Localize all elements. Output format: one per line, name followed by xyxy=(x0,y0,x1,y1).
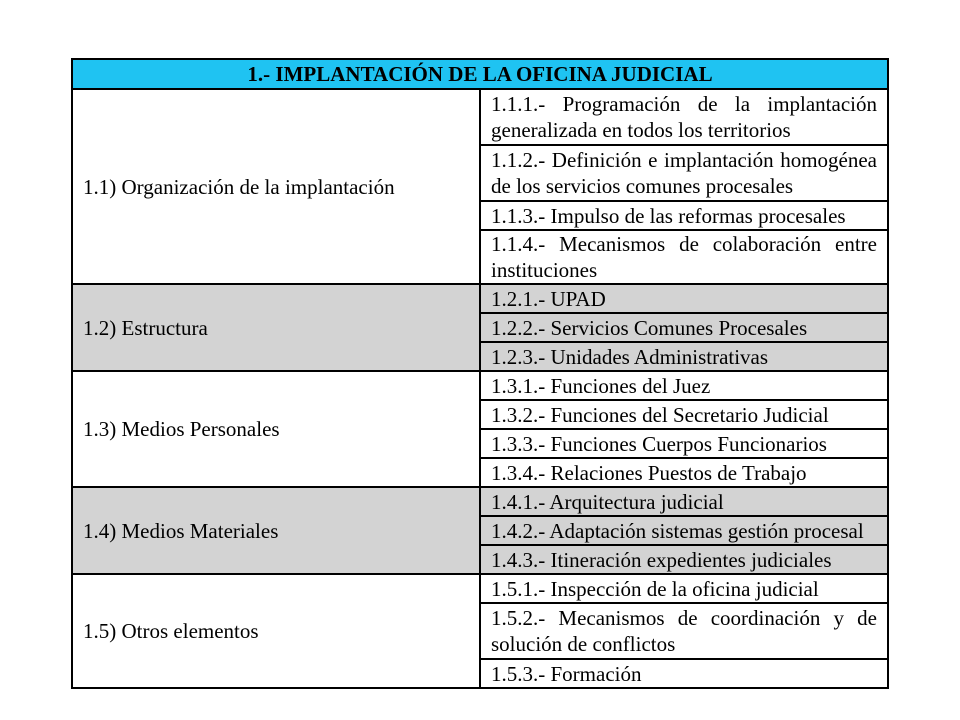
list-item: 1.2.3.- Unidades Administrativas xyxy=(480,342,888,371)
list-item: 1.3.4.- Relaciones Puestos de Trabajo xyxy=(480,458,888,487)
list-item: 1.1.4.- Mecanismos de colaboración entre instituciones xyxy=(480,230,888,284)
table-title: 1.- IMPLANTACIÓN DE LA OFICINA JUDICIAL xyxy=(72,59,888,89)
table-row xyxy=(72,89,888,145)
list-item: 1.2.1.- UPAD xyxy=(480,284,888,313)
section-label: 1.4) Medios Materiales xyxy=(72,487,480,574)
list-item: 1.5.3.- Formación xyxy=(480,659,888,688)
list-item: 1.1.3.- Impulso de las reformas procesales xyxy=(480,201,888,230)
list-item: 1.2.2.- Servicios Comunes Procesales xyxy=(480,313,888,342)
list-item: 1.5.1.- Inspección de la oficina judicial xyxy=(480,574,888,603)
list-item: 1.3.1.- Funciones del Juez xyxy=(480,371,888,400)
table-row xyxy=(72,371,888,400)
list-item: 1.1.2.- Definición e implantación homogénea de los servicios comunes procesales xyxy=(480,145,888,201)
table-row xyxy=(72,487,888,516)
section-label: 1.3) Medios Personales xyxy=(72,371,480,487)
list-item: 1.4.1.- Arquitectura judicial xyxy=(480,487,888,516)
section-label: 1.1) Organización de la implantación xyxy=(72,89,480,284)
table-row xyxy=(72,284,888,313)
list-item: 1.3.3.- Funciones Cuerpos Funcionarios xyxy=(480,429,888,458)
table-title-row xyxy=(72,59,888,89)
implantation-table xyxy=(71,58,889,689)
list-item: 1.5.2.- Mecanismos de coordinación y de solución de conflictos xyxy=(480,603,888,659)
list-item: 1.4.3.- Itineración expedientes judiciales xyxy=(480,545,888,574)
table-row xyxy=(72,574,888,603)
section-label: 1.2) Estructura xyxy=(72,284,480,371)
list-item: 1.4.2.- Adaptación sistemas gestión procesal xyxy=(480,516,888,545)
list-item: 1.3.2.- Funciones del Secretario Judicial xyxy=(480,400,888,429)
section-label: 1.5) Otros elementos xyxy=(72,574,480,688)
list-item: 1.1.1.- Programación de la implantación generalizada en todos los territorios xyxy=(480,89,888,145)
